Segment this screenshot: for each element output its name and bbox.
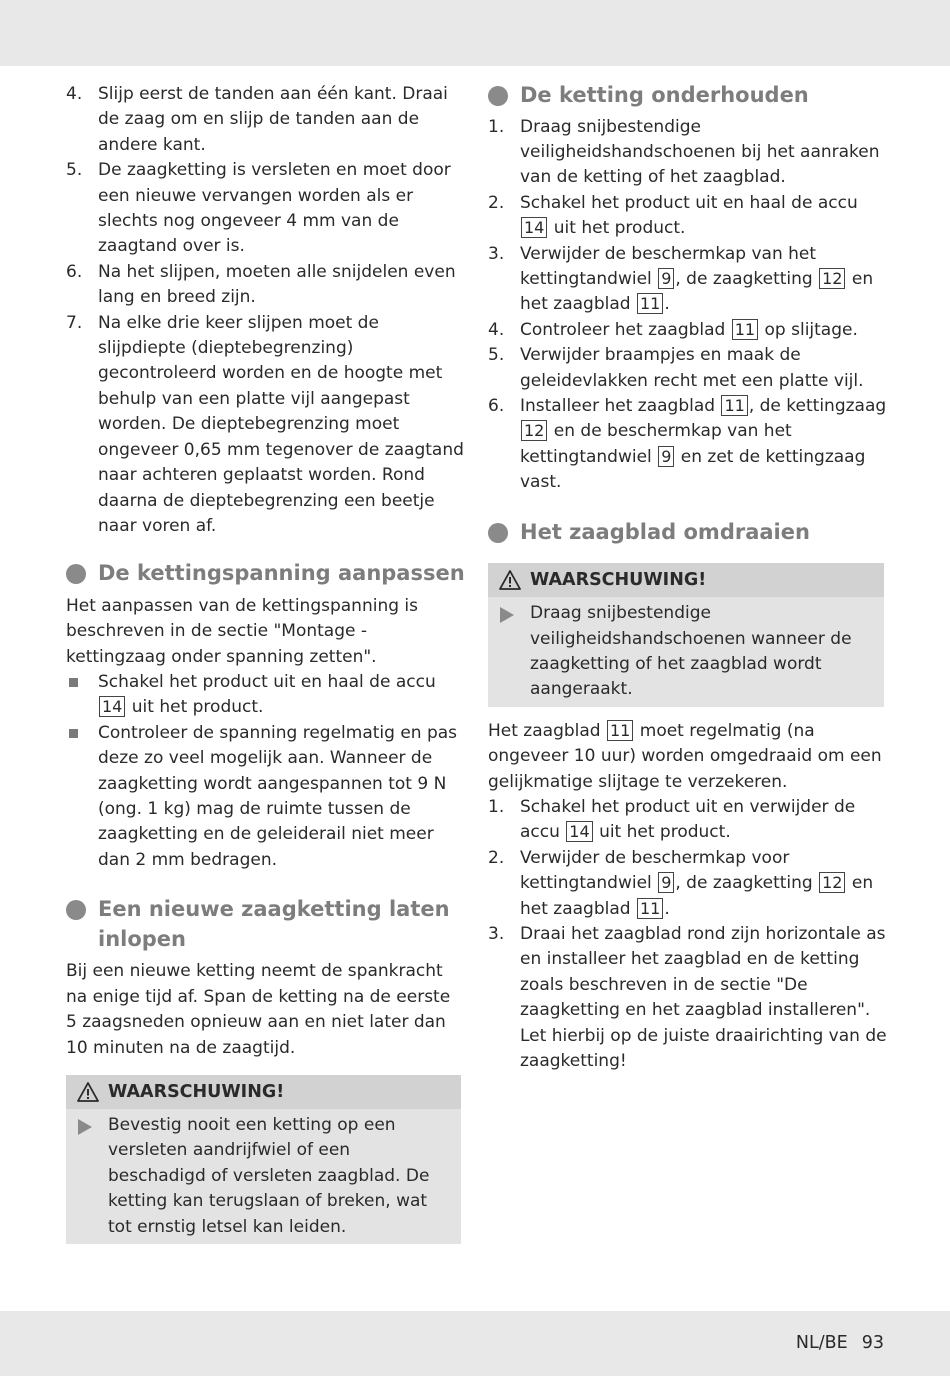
arrow-bullet-icon xyxy=(500,607,514,623)
part-ref: 14 xyxy=(521,217,547,238)
part-ref: 9 xyxy=(658,446,674,467)
part-ref: 12 xyxy=(819,872,845,893)
bullet-dot-icon xyxy=(66,900,86,920)
part-ref: 12 xyxy=(521,420,547,441)
part-ref: 11 xyxy=(732,319,758,340)
page-footer xyxy=(782,1333,884,1353)
warning-header: WAARSCHUWING! xyxy=(66,1075,461,1109)
warning-triangle-icon xyxy=(499,570,521,590)
section-intro: Het aanpassen van de kettingspanning is beschreven in de sectie "Montage - kettingzaag onder spanning zetten". xyxy=(66,595,418,667)
list-item: Controleer de spanning regelmatig en pas deze zo veel mogelijk aan. Wanneer de zaagketting wordt aangespannen tot 9 N (ong. 1 kg) mag de ruimte tussen de zaagketting en de geleiderail niet meer dan 2 mm bedragen. xyxy=(66,721,466,873)
list-item: Schakel het product uit en haal de accu 14 uit het product. xyxy=(66,670,466,721)
warning-body: Draag snijbestendige veiligheidshandschoenen wanneer de zaagketting of het zaagblad wordt aangeraakt. xyxy=(488,597,884,707)
part-ref: 9 xyxy=(658,872,674,893)
section-intro: Het zaagblad 11 moet regelmatig (na ongeveer 10 uur) worden omgedraaid om een gelijkmatige slijtage te verzekeren. xyxy=(488,720,882,792)
list-item xyxy=(66,82,466,158)
part-ref: 9 xyxy=(658,268,674,289)
arrow-bullet-icon xyxy=(78,1119,92,1135)
list-item xyxy=(66,158,466,260)
part-ref: 11 xyxy=(721,395,747,416)
maintenance-steps xyxy=(488,115,888,496)
list-item: 3. Verwijder de beschermkap van het kettingtandwiel 9 , de zaagketting 12 en het zaagblad 11 . xyxy=(488,243,874,315)
step-text: Slijp eerst de tanden aan één kant. Draai de zaag om en slijp de tanden aan de andere kant. xyxy=(98,84,448,155)
part-ref: 11 xyxy=(607,720,633,741)
warning-body: Bevestig nooit een ketting op een versleten aandrijfwiel of een beschadigd of versleten zaagblad. De ketting kan terugslaan of breken, wat tot ernstig letsel kan leiden. xyxy=(66,1109,461,1244)
part-ref: 14 xyxy=(99,696,125,717)
list-item: 3. Draai het zaagblad rond zijn horizontale as en installeer het zaagblad en de ketting zoals beschreven in de sectie "De zaagketting en het zaagblad installeren". Let hierbij op de juiste draairichting van de zaagketting! xyxy=(488,923,887,1071)
step-number: 6. xyxy=(66,261,83,282)
section-heading-maintenance: De ketting onderhouden xyxy=(488,81,888,111)
header-bar xyxy=(0,0,950,66)
square-bullet-icon xyxy=(69,729,78,738)
warning-triangle-icon xyxy=(77,1082,99,1102)
list-item xyxy=(66,260,466,311)
left-column xyxy=(66,82,466,1244)
section-heading-new-chain: Een nieuwe zaagketting laten inlopen xyxy=(66,895,466,954)
step-number: 5. xyxy=(66,160,83,181)
part-ref: 11 xyxy=(637,293,663,314)
part-ref: 12 xyxy=(819,268,845,289)
list-item: 2. Verwijder de beschermkap voor kettingtandwiel 9 , de zaagketting 12 en het zaagblad 11 . xyxy=(488,847,874,919)
warning-header: WAARSCHUWING! xyxy=(488,563,884,597)
list-item: 6. Installeer het zaagblad 11 , de kettingzaag 12 en de beschermkap van het kettingtandwiel 9 en zet de kettingzaag vast. xyxy=(488,395,887,493)
language-code: NL/BE xyxy=(795,1333,848,1353)
section-heading-flip-bar: Het zaagblad omdraaien xyxy=(488,518,888,548)
flip-steps xyxy=(488,795,888,1074)
part-ref: 11 xyxy=(637,898,663,919)
sharpening-steps xyxy=(66,82,466,539)
tension-bullets xyxy=(66,670,466,873)
warning-box xyxy=(488,563,884,707)
step-number: 7. xyxy=(66,312,83,333)
bullet-dot-icon xyxy=(488,86,508,106)
bullet-dot-icon xyxy=(66,564,86,584)
step-number: 4. xyxy=(66,84,83,104)
step-text: De zaagketting is versleten en moet door een nieuwe vervangen worden als er slechts nog ongeveer 4 mm van de zaagtand over is. xyxy=(98,160,451,257)
step-text: Na het slijpen, moeten alle snijdelen even lang en breed zijn. xyxy=(98,261,456,308)
list-item: 5. Verwijder braampjes en maak de geleidevlakken recht met een platte vijl. xyxy=(488,345,864,391)
step-text: Na elke drie keer slijpen moet de slijpdiepte (dieptebegrenzing) gecontroleerd worden en de hoogte met behulp van een platte vijl aangepast worden. De dieptebegrenzing moet ongeveer 0,65 mm tegenover de zaagtand naar achteren geplaatst worden. Rond daarna de dieptebegrenzing een beetje naar voren af. xyxy=(98,312,464,536)
bullet-dot-icon xyxy=(488,523,508,543)
list-item: 1. Draag snijbestendige veiligheidshandschoenen bij het aanraken van de ketting of het zaagblad. xyxy=(488,116,880,188)
list-item: 2. Schakel het product uit en haal de accu 14 uit het product. xyxy=(488,192,858,239)
section-heading-chain-tension: De kettingspanning aanpassen xyxy=(66,559,466,589)
page-number: 93 xyxy=(861,1333,884,1353)
list-item: 4. Controleer het zaagblad 11 op slijtage. xyxy=(488,319,858,340)
section-intro: Bij een nieuwe ketting neemt de spankracht na enige tijd af. Span de ketting na de eerste 5 zaagsneden opnieuw aan en niet later dan 10 minuten na de zaagtijd. xyxy=(66,961,451,1058)
right-column xyxy=(488,81,888,1074)
warning-box xyxy=(66,1075,461,1244)
square-bullet-icon xyxy=(69,678,78,687)
list-item: 1. Schakel het product uit en verwijder de accu 14 uit het product. xyxy=(488,796,856,843)
list-item xyxy=(66,311,466,540)
part-ref: 14 xyxy=(566,821,592,842)
